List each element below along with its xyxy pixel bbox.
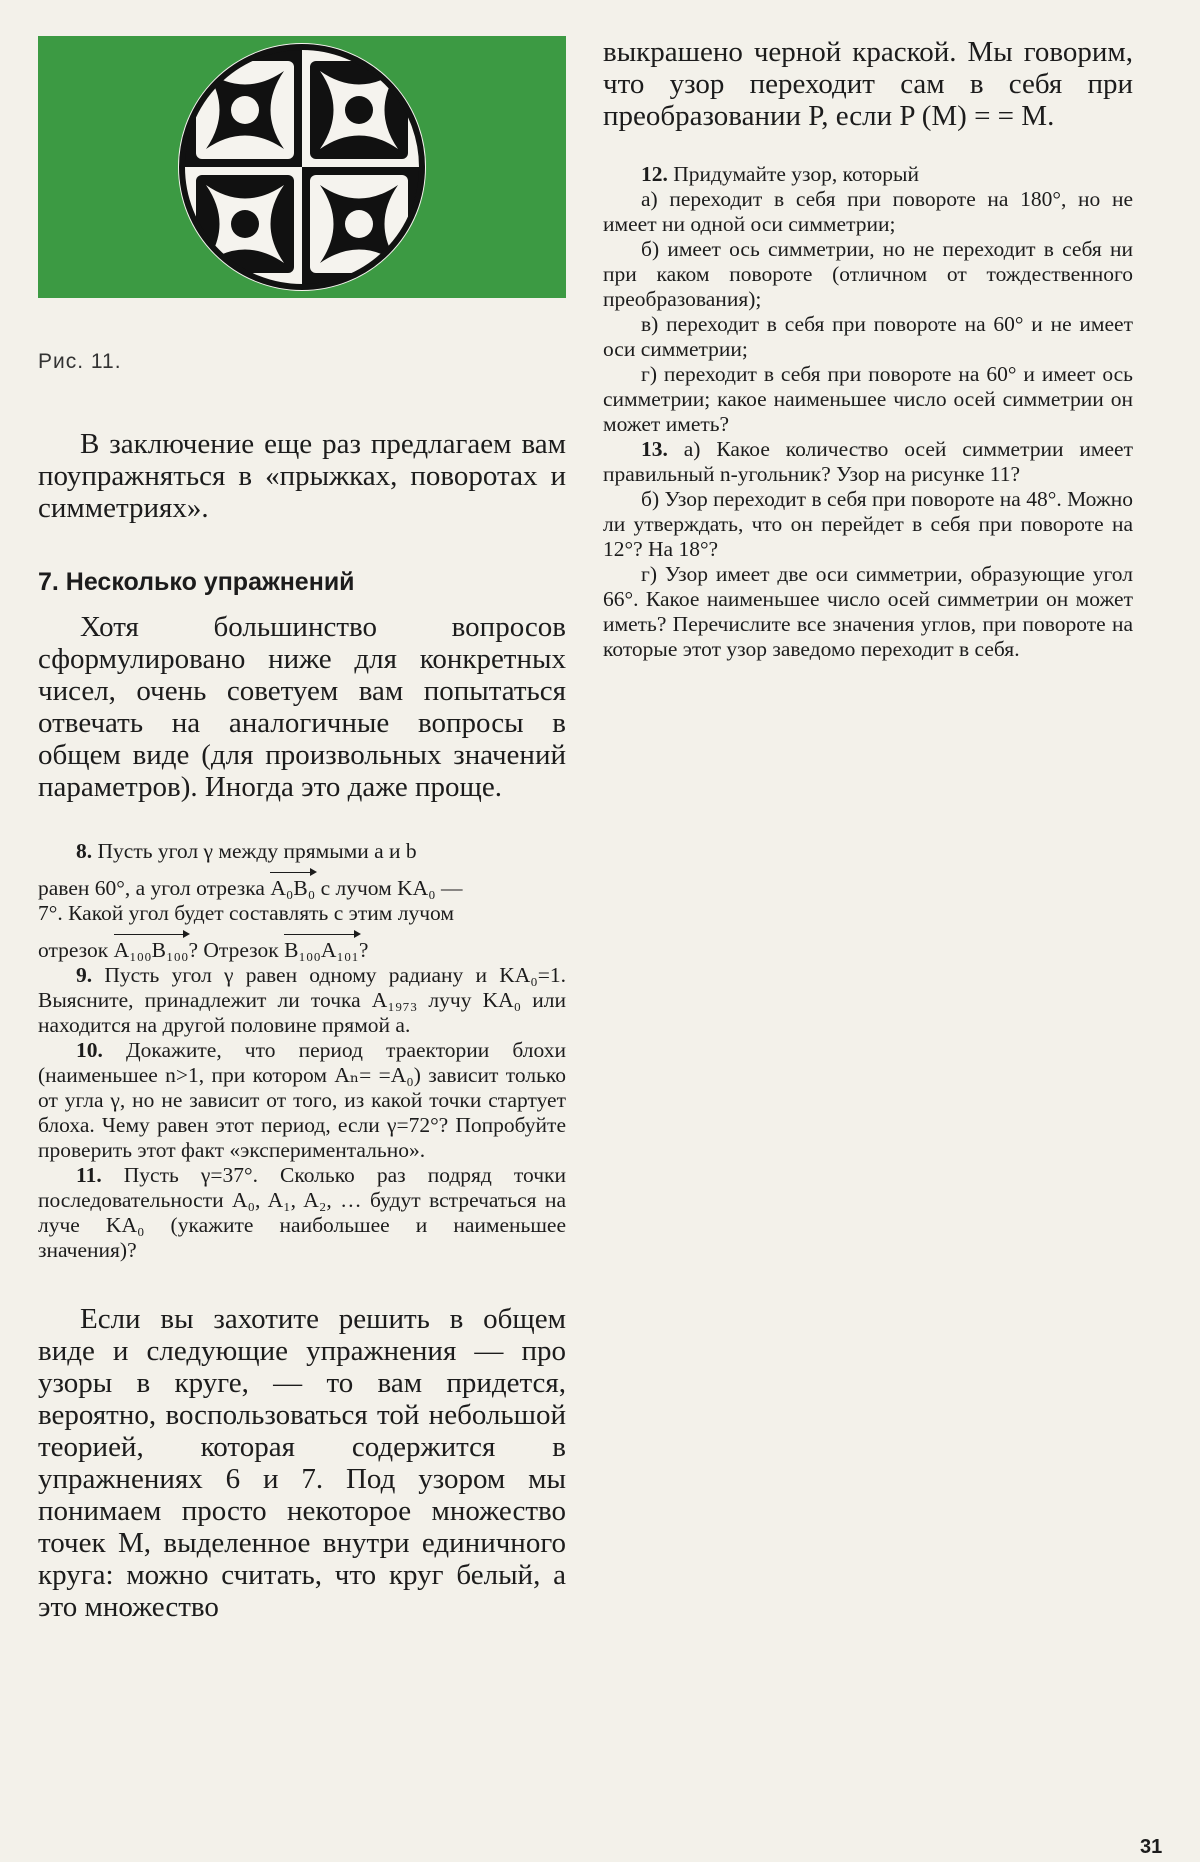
section-paragraph: Хотя большинство вопросов сформулировано ниже для конкретных чисел, очень советуем вам попытаться отвечать на аналогичные вопросы в общем виде (для произвольных значений параметров). Иногда это даже проще. bbox=[38, 611, 566, 803]
exercise-13c: г) Узор имеет две оси симметрии, образующие угол 66°. Какое наименьшее число осей симметрии он может иметь? Перечислите все значения углов, при повороте на которые этот узор заведомо переходит в себя. bbox=[603, 562, 1133, 661]
exercise-12-number: 12. bbox=[641, 162, 668, 186]
right-top-paragraph: выкрашено черной краской. Мы говорим, что узор переходит сам в себя при преобразовании P, если P (M) = = M. bbox=[603, 36, 1133, 132]
vector-a100b100: A₁₀₀B₁₀₀ bbox=[113, 938, 189, 962]
pattern-tile-tr bbox=[310, 61, 408, 159]
exercise-8-line-4b: ? Отрезок bbox=[188, 938, 285, 962]
exercise-9 bbox=[38, 963, 566, 1038]
exercise-10-number: 10. bbox=[76, 1038, 103, 1062]
right-column bbox=[603, 36, 1133, 662]
pattern-tile-tl bbox=[196, 61, 294, 159]
figure-caption: Рис. 11. bbox=[38, 350, 122, 373]
exercise-8-line-3: 7°. Какой угол будет составлять с этим лучом bbox=[38, 901, 454, 925]
exercise-13-number: 13. bbox=[641, 437, 668, 461]
exercise-11-number: 11. bbox=[76, 1163, 102, 1187]
circle-pattern-illustration bbox=[38, 36, 566, 298]
final-paragraph: Если вы захотите решить в общем виде и следующие упражнения — про узоры в круге, — то вам придется, вероятно, воспользоваться той небольшой теорией, которая содержится в упражнениях 6 и 7. Под узором мы понимаем просто некоторое множество точек M, выделенное внутри единичного круга: можно считать, что круг белый, а это множество bbox=[38, 1303, 566, 1623]
exercise-10 bbox=[38, 1038, 566, 1163]
exercise-13a: а) Какое количество осей симметрии имеет правильный n-угольник? Узор на рисунке 11? bbox=[603, 437, 1133, 486]
exercise-9-text: Пусть угол γ равен одному радиану и KA₀=1. Выясните, принадлежит ли точка A₁₉₇₃ лучу KA₀ или находится на другой половине прямой a. bbox=[38, 963, 567, 1037]
exercise-8-line-2a: равен 60°, а угол отрезка bbox=[38, 876, 271, 900]
intro-paragraph: В заключение еще раз предлагаем вам поупражняться в «прыжках, поворотах и симметриях». bbox=[38, 428, 566, 524]
vector-a0b0: A₀B₀ bbox=[270, 876, 316, 900]
exercise-8-line-4c: ? bbox=[358, 938, 369, 962]
exercise-12b: б) имеет ось симметрии, но не переходит в себя ни при каком повороте (отличном от тождественного преобразования); bbox=[603, 237, 1133, 311]
exercise-13b: б) Узор переходит в себя при повороте на 48°. Можно ли утверждать, что он перейдет в себя при повороте на 12°? На 18°? bbox=[603, 487, 1133, 561]
exercise-8-line-4a: отрезок bbox=[38, 938, 114, 962]
exercise-8-number: 8. bbox=[76, 839, 93, 863]
section-title: 7. Несколько упражнений bbox=[38, 568, 355, 596]
page-number: 31 bbox=[1140, 1836, 1163, 1858]
pattern-tile-bl bbox=[196, 175, 294, 273]
exercise-11 bbox=[38, 1163, 566, 1263]
exercise-11-text: Пусть γ=37°. Сколько раз подряд точки последовательности A₀, A₁, A₂, … будут встречаться на луче KA₀ (укажите наибольшее и наименьшее значения)? bbox=[38, 1163, 566, 1262]
exercise-12-head bbox=[603, 162, 1133, 187]
pattern-tile-br bbox=[310, 175, 408, 273]
exercise-10-text: Докажите, что период траектории блохи (наименьшее n>1, при котором Aₙ= =A₀) зависит только от угла γ, но не зависит от того, из какой точки стартует блоха. Чему равен этот период, если γ=72°? Попробуйте проверить этот факт «экспериментально». bbox=[38, 1038, 567, 1162]
exercise-12a: а) переходит в себя при повороте на 180°, но не имеет ни одной оси симметрии; bbox=[603, 187, 1133, 236]
vector-b100a101: B₁₀₀A₁₀₁ bbox=[284, 938, 359, 962]
exercise-13a-row bbox=[603, 437, 1133, 487]
exercise-12d: г) переходит в себя при повороте на 60° и имеет ось симметрии; какое наименьшее число осей симметрии он может иметь? bbox=[603, 362, 1133, 436]
exercise-9-number: 9. bbox=[76, 963, 93, 987]
exercise-12c: в) переходит в себя при повороте на 60° и не имеет оси симметрии; bbox=[603, 312, 1133, 361]
figure-11 bbox=[38, 36, 566, 298]
left-column bbox=[38, 36, 566, 1623]
exercise-12-head-text: Придумайте узор, который bbox=[673, 162, 920, 186]
exercise-8-line-1: Пусть угол γ между прямыми a и b bbox=[97, 839, 417, 863]
exercise-8 bbox=[38, 839, 566, 963]
exercise-8-line-2b: с лучом KA₀ — bbox=[315, 876, 463, 900]
